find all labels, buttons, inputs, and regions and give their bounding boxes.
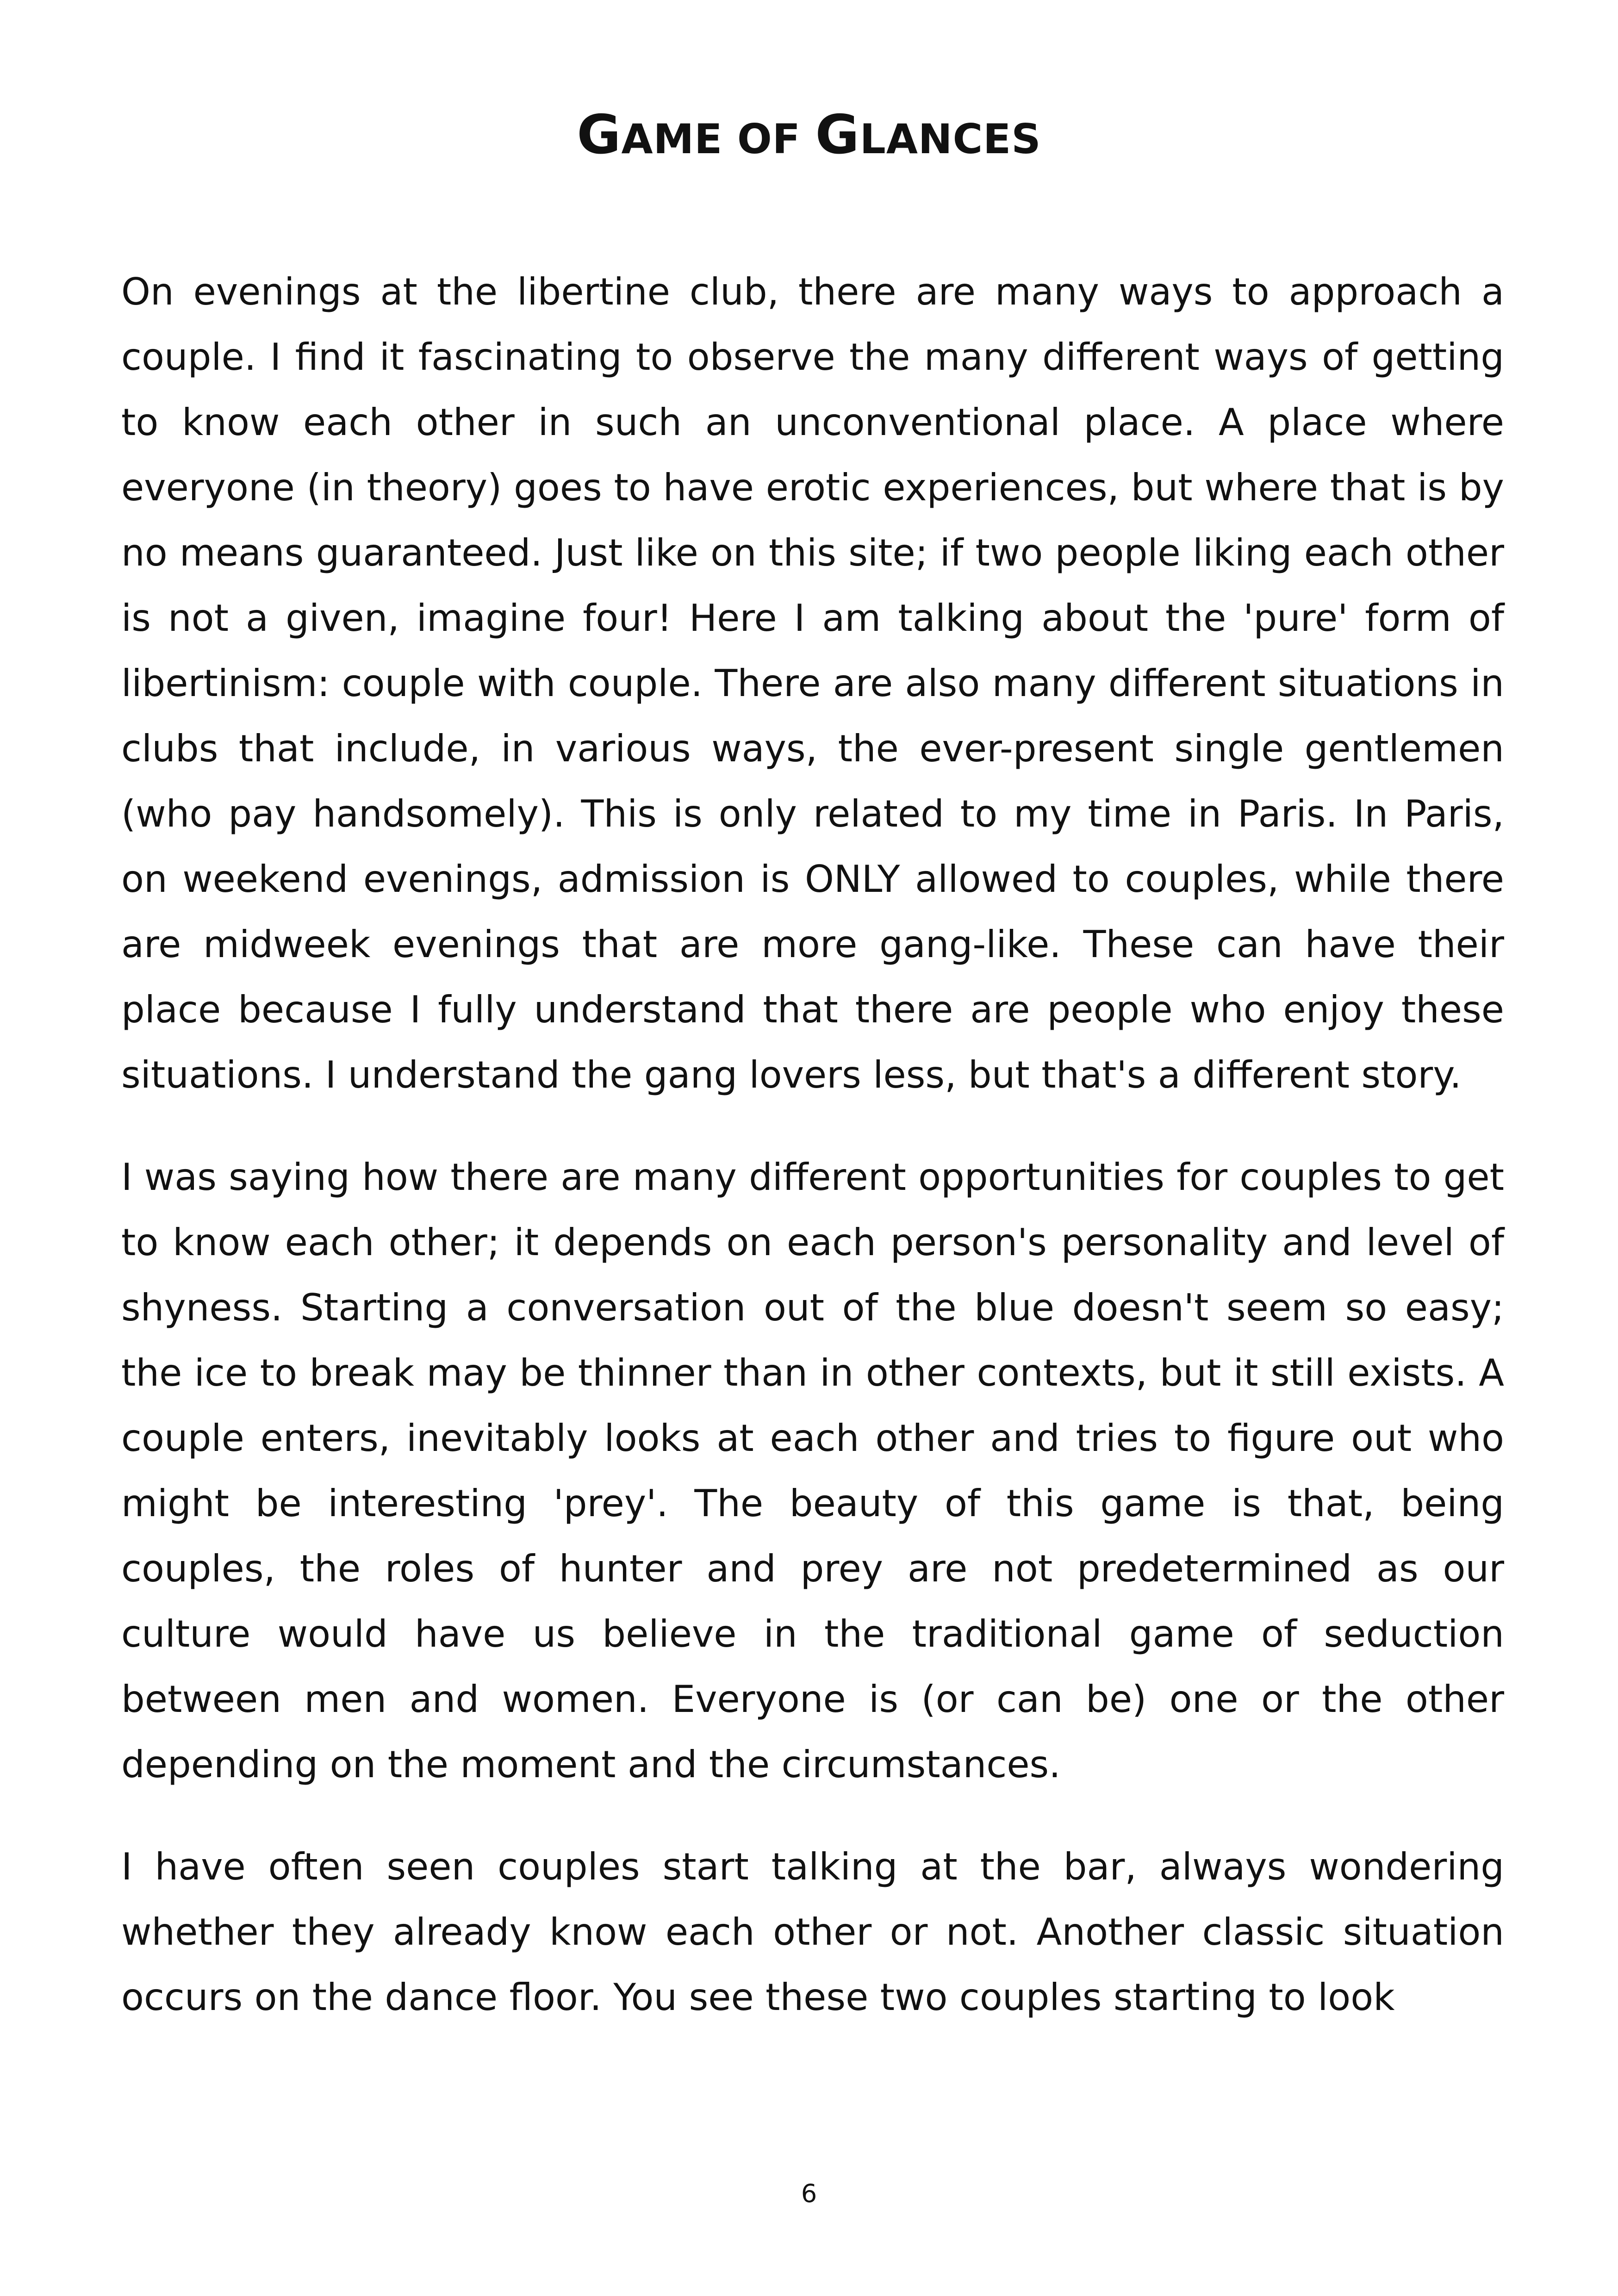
paragraph-1: On evenings at the libertine club, there are many ways to approach a couple. I find it fascinating to observe the many different ways of getting to know each other in such an unconventional place. A place where everyone (in theory) goes to have erotic experiences, but where that is by no means guaranteed. Just like on this site; if two people liking each other is not a given, imagine four! Here I am talking about the 'pure' form of libertinism: couple with couple. There are also many different situations in clubs that include, in various ways, the ever-present single gentlemen (who pay handsomely). This is only related to my time in Paris. In Paris, on weekend evenings, admission is ONLY allowed to couples, while there are midweek evenings that are more gang-like. These can have their place because I fully understand that there are people who enjoy these situations. I understand the gang lovers less, but that's a different story. [121, 270, 1504, 1096]
paragraph-2: I was saying how there are many different opportunities for couples to get to know each other; it depends on each person's personality and level of shyness. Starting a conversation out of the blue doesn't seem so easy; the ice to break may be thinner than in other contexts, but it still exists. A couple enters, inevitably looks at each other and tries to figure out who might be interesting 'prey'. The beauty of this game is that, being couples, the roles of hunter and prey are not predetermined as our culture would have us believe in the traditional game of seduction between men and women. Everyone is (or can be) one or the other depending on the moment and the circumstances. [121, 1156, 1504, 1786]
title-rest-1: AME OF [621, 115, 815, 163]
title-initial-2: G [815, 104, 860, 166]
title-initial-1: G [577, 104, 622, 166]
title-rest-2: LANCES [859, 115, 1041, 163]
body-text [121, 259, 1504, 2067]
chapter-title [0, 103, 1618, 172]
paragraph-3: I have often seen couples start talking at the bar, always wondering whether they already know each other or not. Another classic situation occurs on the dance floor. You see these two couples starting to look [121, 1845, 1504, 2019]
page-number: 6 [801, 2179, 817, 2208]
